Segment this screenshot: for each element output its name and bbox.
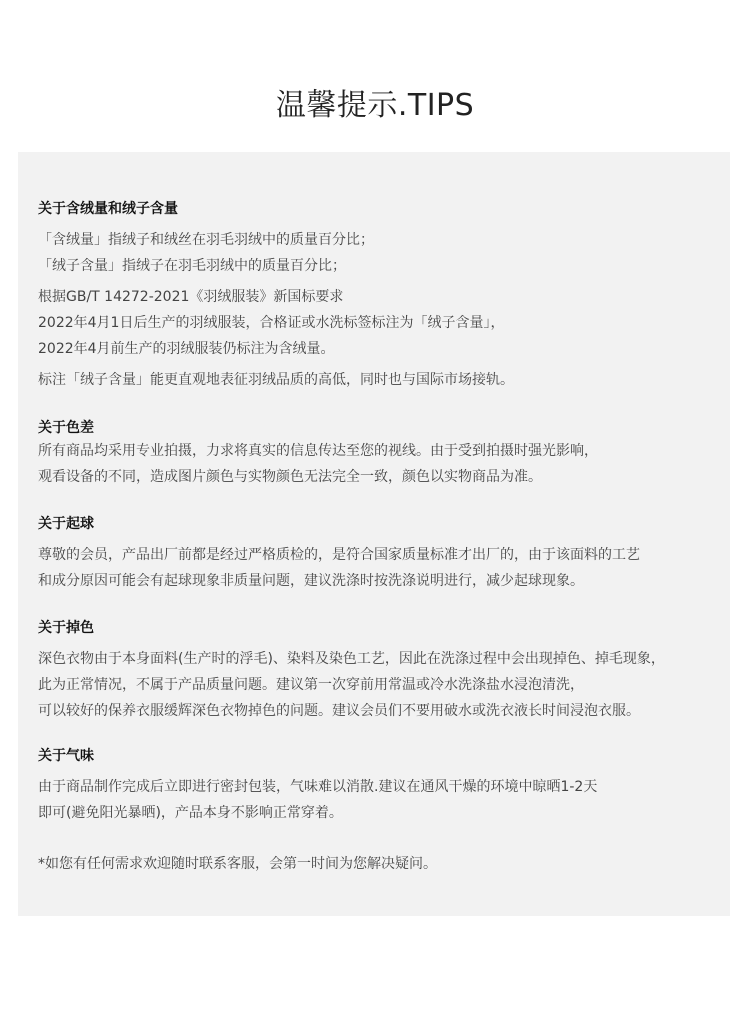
section-color-difference	[38, 418, 738, 490]
section-text-line: 观看设备的不同，造成图片颜色与实物颜色无法完全一致，颜色以实物商品为准。	[38, 469, 542, 485]
section-text-line: 标注「绒子含量」能更直观地表征羽绒品质的高低，同时也与国际市场接轨。	[38, 372, 514, 388]
section-heading: 关于掉色	[38, 620, 94, 636]
section-fading	[38, 618, 738, 724]
footer-note	[38, 851, 738, 877]
section-down-content	[38, 199, 738, 393]
section-text-line: 深色衣物由于本身面料(生产时的浮毛)、染料及染色工艺，因此在洗涤过程中会出现掉色、掉毛现象，	[38, 651, 665, 667]
section-text-line: 即可(避免阳光暴晒)，产品本身不影响正常穿着。	[38, 805, 343, 821]
section-text-line: 由于商品制作完成后立即进行密封包装，气味难以消散.建议在通风干燥的环境中晾晒1-2天	[38, 779, 598, 795]
section-heading: 关于起球	[38, 516, 94, 532]
page-title: 温馨提示.TIPS	[275, 88, 475, 123]
section-text-line: 尊敬的会员，产品出厂前都是经过严格质检的，是符合国家质量标准才出厂的，由于该面料的工艺	[38, 547, 640, 563]
section-text-line: 2022年4月前生产的羽绒服装仍标注为含绒量。	[38, 341, 335, 357]
footer-note-text: *如您有任何需求欢迎随时联系客服，会第一时间为您解决疑问。	[38, 856, 437, 872]
section-heading: 关于色差	[38, 420, 94, 436]
section-text-line: 根据GB/T 14272-2021《羽绒服装》新国标要求	[38, 289, 344, 305]
section-text-line: 「绒子含量」指绒子在羽毛羽绒中的质量百分比；	[38, 258, 346, 274]
section-text-line: 此为正常情况，不属于产品质量问题。建议第一次穿前用常温或冷水洗涤盐水浸泡清洗，	[38, 677, 584, 693]
section-text-line: 2022年4月1日后生产的羽绒服装，合格证或水洗标签标注为「绒子含量」，	[38, 315, 505, 331]
section-heading: 关于含绒量和绒子含量	[38, 201, 178, 217]
section-text-line: 和成分原因可能会有起球现象非质量问题，建议洗涤时按洗涤说明进行，减少起球现象。	[38, 573, 584, 589]
section-heading: 关于气味	[38, 748, 94, 764]
section-pilling	[38, 514, 738, 594]
section-odor	[38, 746, 738, 826]
section-text-line: 「含绒量」指绒子和绒丝在羽毛羽绒中的质量百分比；	[38, 232, 374, 248]
section-text-line: 所有商品均采用专业拍摄，力求将真实的信息传达至您的视线。由于受到拍摄时强光影响，	[38, 443, 598, 459]
section-text-line: 可以较好的保养衣服缓辉深色衣物掉色的问题。建议会员们不要用破水或洗衣液长时间浸泡衣服。	[38, 703, 640, 719]
